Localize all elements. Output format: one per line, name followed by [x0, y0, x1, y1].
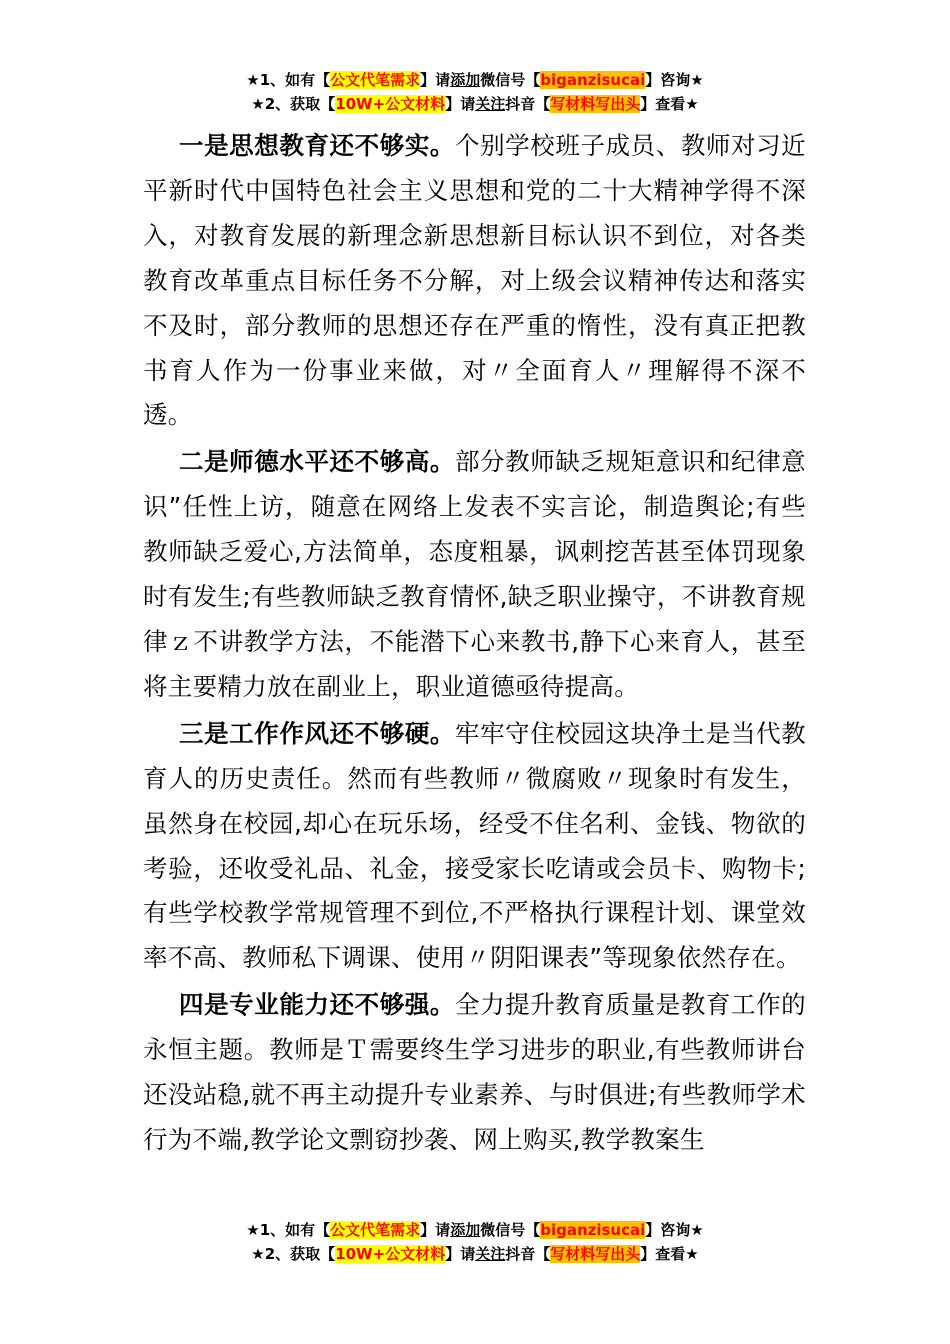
banner-text: 】查看★	[640, 95, 699, 113]
highlight-tag: 公文代笔需求	[330, 71, 421, 89]
banner-line-2	[0, 1242, 950, 1266]
banner-text: 】咨询★	[645, 1221, 704, 1239]
paragraph-text: 个别学校班子成员、教师对习近平新时代中国特色社会主义思想和党的二十大精神学得不深入，对教育发展的新理念新思想新目标认识不到位，对各类教育改革重点目标任务不分解，对上级会议精神传达和落实不及时，部分教师的思想还存在严重的惰性，没有真正把教书育人作为一份事业来做，对〃全面育人〃理解得不深不透。	[143, 131, 806, 430]
emphasis-text: 添加	[450, 1221, 481, 1239]
paragraph-1	[143, 124, 806, 438]
wechat-id-tag: biganzisucai	[540, 71, 646, 89]
document-body	[143, 124, 806, 1163]
banner-line-1	[0, 1218, 950, 1242]
banner-text: 】查看★	[640, 1245, 699, 1263]
banner-text: 】咨询★	[645, 71, 704, 89]
header-banner	[0, 68, 950, 116]
highlight-tag: 公文代笔需求	[330, 1221, 421, 1239]
paragraph-text: 部分教师缺乏规矩意识和纪律意识”任性上访，随意在网络上发表不实言论，制造舆论;有些教师缺乏爱心,方法简单，态度粗暴，讽刺挖苦甚至体罚现象时有发生;有些教师缺乏教育情怀,缺乏职业操守，不讲教育规律ｚ不讲教学方法，不能潜下心来教书,静下心来育人，甚至将主要精力放在副业上，职业道德亟待提高。	[143, 447, 806, 701]
footer-banner	[0, 1218, 950, 1266]
paragraph-heading: 一是思想教育还不够实。	[179, 131, 455, 160]
banner-text: 微信号【	[480, 71, 541, 89]
banner-text: 】请	[420, 1221, 451, 1239]
paragraph-heading: 四是专业能力还不够强。	[179, 990, 455, 1020]
paragraph-text: 牢牢守住校园这块净土是当代教育人的历史责任。然而有些教师〃微腐败〃现象时有发生，虽然身在校园,却心在玩乐场，经受不住名利、金钱、物欲的考验，还收受礼品、礼金，接受家长吃请或会员卡、购物卡;有些学校教学常规管理不到位,不严格执行课程计划、课堂效率不高、教师私下调课、使用〃阴阳课表”等现象依然存在。	[143, 718, 806, 973]
paragraph-text: 全力提升教育质量是教育工作的永恒主题。教师是Ｔ需要终生学习进步的职业,有些教师讲台还没站稳,就不再主动提升专业素养、与时俱进;有些教师学术行为不端,教学论文剽窃抄袭、网上购买,教学教案生	[143, 990, 806, 1154]
emphasis-text: 添加	[450, 71, 481, 89]
banner-text: ★2、获取【	[251, 95, 336, 113]
banner-text: 】请	[445, 95, 476, 113]
wechat-id-tag: biganzisucai	[540, 1221, 646, 1239]
paragraph-2	[143, 440, 806, 709]
banner-text: 】请	[445, 1245, 476, 1263]
banner-line-2	[0, 92, 950, 116]
paragraph-heading: 三是工作作风还不够硬。	[179, 718, 455, 748]
banner-text: ★1、如有【	[246, 71, 331, 89]
banner-text: ★2、获取【	[251, 1245, 336, 1263]
highlight-tag: 10W+公文材料	[335, 95, 446, 113]
highlight-tag: 10W+公文材料	[335, 1245, 446, 1263]
banner-text: 微信号【	[480, 1221, 541, 1239]
paragraph-3	[143, 712, 806, 981]
banner-text: ★1、如有【	[246, 1221, 331, 1239]
emphasis-text: 关注	[475, 95, 506, 113]
banner-text: 】请	[420, 71, 451, 89]
paragraph-4	[143, 983, 806, 1163]
banner-line-1	[0, 68, 950, 92]
douyin-account-tag: 写材料写出头	[550, 95, 641, 113]
banner-text: 抖音【	[505, 1245, 551, 1263]
paragraph-heading: 二是师德水平还不够高。	[179, 447, 455, 477]
douyin-account-tag: 写材料写出头	[550, 1245, 641, 1263]
emphasis-text: 关注	[475, 1245, 506, 1263]
banner-text: 抖音【	[505, 95, 551, 113]
